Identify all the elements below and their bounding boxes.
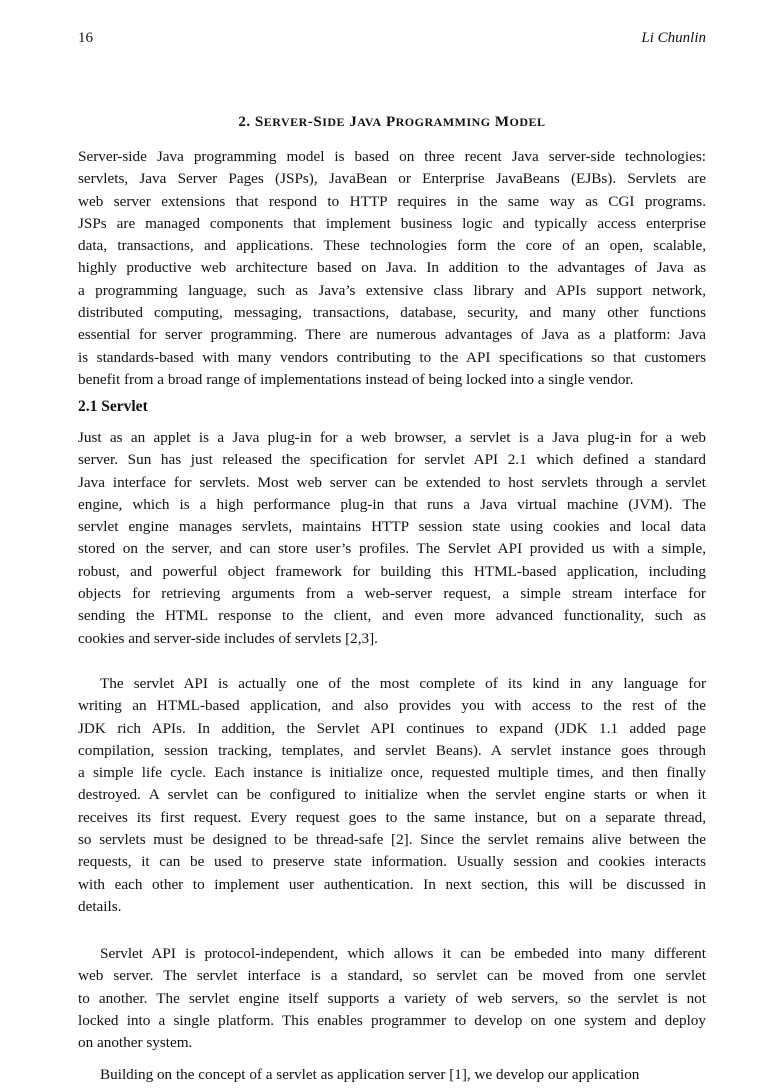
text-line: destroyed. A servlet can be configured to initialize when the servlet engine starts or when it [78,786,706,804]
title-small-caps: IDE [322,115,346,129]
text-line: stored on the server, and can store user’s profiles. The Servlet API provided us with a simple, [78,540,706,558]
text-line: highly productive web architecture based on Java. In addition to the advantages of Java as [78,259,706,277]
text-line: server. Sun has just released the specification for servlet API 2.1 which defined a standard [78,451,706,469]
paragraph-servlet-1 [78,427,706,650]
text-line: writing an HTML-based application, and also provides you with access to the rest of the [78,697,706,715]
paragraph-intro [78,146,706,391]
section-number: 2. [238,114,255,130]
paragraph-servlet-3 [78,943,706,1054]
text-line: servlet engine manages servlets, maintains HTTP session state using cookies and local data [78,518,706,536]
title-capital: J [345,114,358,130]
text-line: a programming language, such as Java’s extensive class library and APIs support network, [78,281,706,299]
text-line: is standards-based with many vendors contributing to the API specifications so that customers [78,348,706,366]
text-line: Server-side Java programming model is based on three recent Java server-side technologies: [78,148,706,165]
text-line: locked into a single platform. This enables programmer to develop on one system and deploy [78,1011,706,1029]
text-line: requests, it can be used to preserve state information. Usually session and cookies interacts [78,853,706,871]
text-line: sending the HTML response to the client, and even more advanced functionality, such as [78,607,706,625]
title-capital: S [254,114,264,130]
title-small-caps: ODEL [509,115,546,129]
section-title [0,114,784,131]
text-line: essential for server programming. There are numerous advantages of Java as a platform: Java [78,326,706,344]
text-line: Java interface for servlets. Most web server can be extended to host servlets through a servlet [78,473,706,491]
subsection-title: 2.1 Servlet [78,398,148,415]
text-line: data, transactions, and applications. These technologies form the core of an open, scalable, [78,237,706,255]
text-line: Just as an applet is a Java plug-in for a web browser, a servlet is a Java plug-in for a web [78,429,706,446]
text-line: benefit from a broad range of implementations instead of being locked into a single vendor. [78,370,634,388]
text-line: The servlet API is actually one of the most complete of its kind in any language for [100,675,706,692]
text-line: distributed computing, messaging, transactions, database, security, and many other functions [78,304,706,322]
text-line: objects for retrieving arguments from a web-server request, a simple stream interface for [78,585,706,603]
text-line: Building on the concept of a servlet as application server [1], we develop our application [100,1066,640,1083]
text-line: cookies and server-side includes of servlets [2,3]. [78,629,378,647]
text-line: receives its first request. Every request goes to the same instance, but on a separate thread, [78,808,706,826]
title-capital: M [490,114,510,130]
text-line: a simple life cycle. Each instance is initialize once, requested multiple times, and then finally [78,764,706,782]
title-capital: -S [307,114,323,130]
text-line: engine, which is a high performance plug-in that runs a Java virtual machine (JVM). The [78,495,706,513]
title-small-caps: ERVER [263,115,308,129]
running-header-author: Li Chunlin [641,30,706,46]
text-line: web server. The servlet interface is a standard, so servlet can be moved from one servlet [78,967,706,985]
text-line: to another. The servlet engine itself supports a variety of web servers, so the servlet is not [78,989,706,1007]
title-capital: P [381,114,396,130]
text-line: with each other to implement user authentication. In next section, this will be discussed in [78,875,706,893]
page-number: 16 [78,30,93,46]
title-small-caps: AVA [357,115,382,129]
text-line: JSPs are managed components that implement business logic and typically access enterprise [78,214,706,232]
text-line: on another system. [78,1034,193,1052]
text-line: details. [78,897,122,915]
text-line: JDK rich APIs. In addition, the Servlet API continues to expand (JDK 1.1 added page [78,719,706,737]
text-line: robust, and powerful object framework for building this HTML-based application, including [78,562,706,580]
text-line: compilation, session tracking, templates, and servlet Beans). A servlet instance goes through [78,741,706,759]
text-line: Servlet API is protocol-independent, which allows it can be embeded into many different [100,945,706,962]
title-small-caps: ROGRAMMING [395,115,491,129]
text-line: web server extensions that respond to HTTP requires in the same way as CGI programs. [78,192,706,210]
text-line: so servlets must be designed to be thread-safe [2]. Since the servlet remains alive between the [78,831,706,849]
paragraph-servlet-2 [78,673,706,918]
text-line: servlets, Java Server Pages (JSPs), JavaBean or Enterprise JavaBeans (EJBs). Servlets are [78,170,706,188]
paragraph-servlet-4 [78,1064,706,1086]
